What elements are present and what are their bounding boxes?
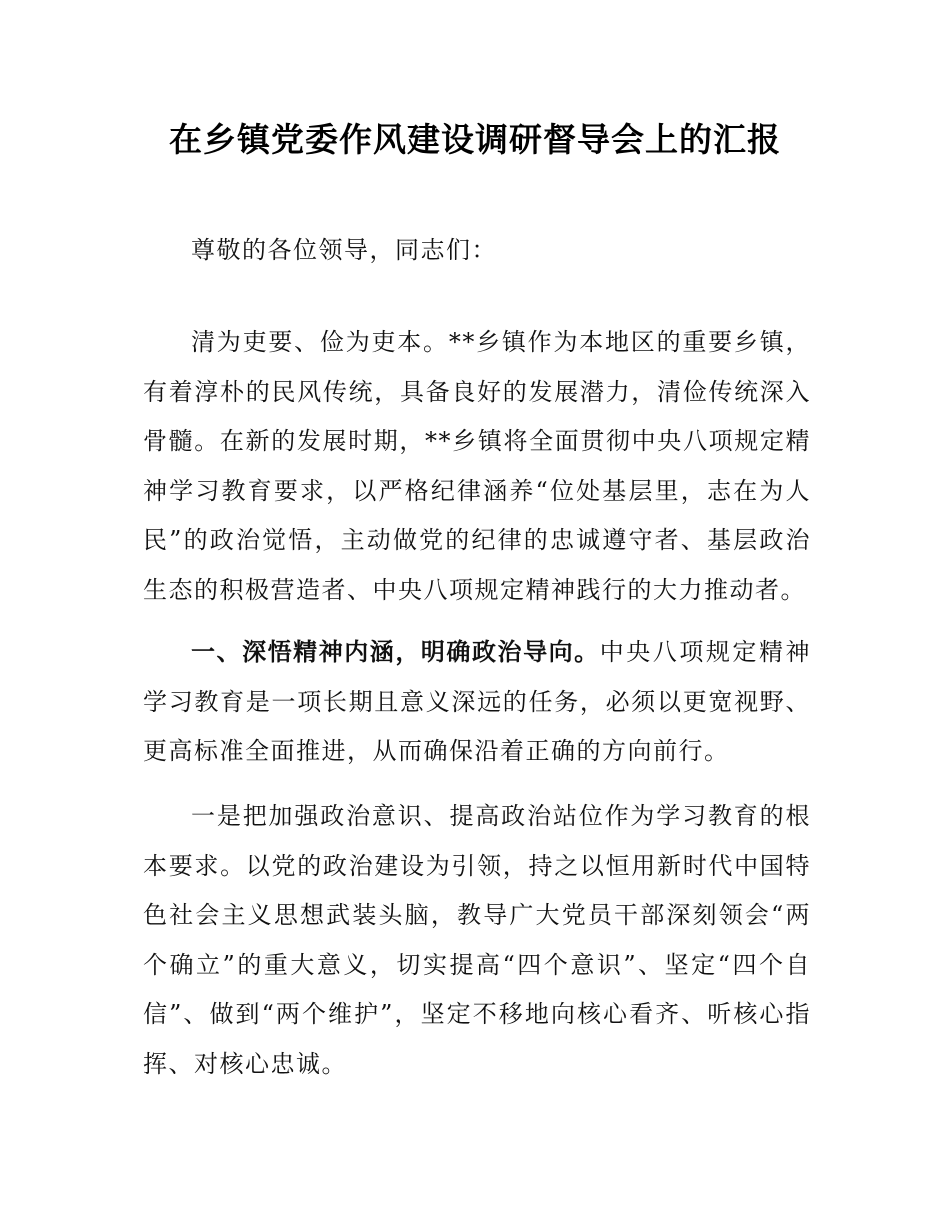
paragraph-point-one-text: 一是把加强政治意识、提高政治站位作为学习教育的根本要求。以党的政治建设为引领，持之以恒用新时代中国特色社会主义思想武装头脑，教导广大党员干部深刻领会“两个确立”的重大意义，切实提高“四个意识”、坚定“四个自信”、做到“两个维护”，坚定不移地向核心看齐、听核心指挥、对核心忠诚。 [143, 802, 811, 1078]
document-title: 在乡镇党委作风建设调研督导会上的汇报 [169, 120, 781, 159]
salutation: 尊敬的各位领导，同志们： [191, 236, 497, 264]
paragraph-intro-text: 清为吏要、俭为吏本。**乡镇作为本地区的重要乡镇，有着淳朴的民风传统，具备良好的发展潜力，清俭传统深入骨髓。在新的发展时期，**乡镇将全面贯彻中央八项规定精神学习教育要求，以严格纪律涵养“位处基层里，志在为人民”的政治觉悟，主动做党的纪律的忠诚遵守者、基层政治生态的积极营造者、中央八项规定精神践行的大力推动者。 [143, 328, 811, 604]
paragraph-intro [143, 318, 811, 616]
section-text: 中央八项规定精神学习教育是一项长期且意义深远的任务，必须以更宽视野、更高标准全面推进，从而确保沿着正确的方向前行。 [143, 638, 812, 766]
section-heading: 一、深悟精神内涵，明确政治导向。 [191, 638, 600, 666]
paragraph-point-one [143, 792, 811, 1090]
paragraph-section-one [143, 628, 811, 777]
